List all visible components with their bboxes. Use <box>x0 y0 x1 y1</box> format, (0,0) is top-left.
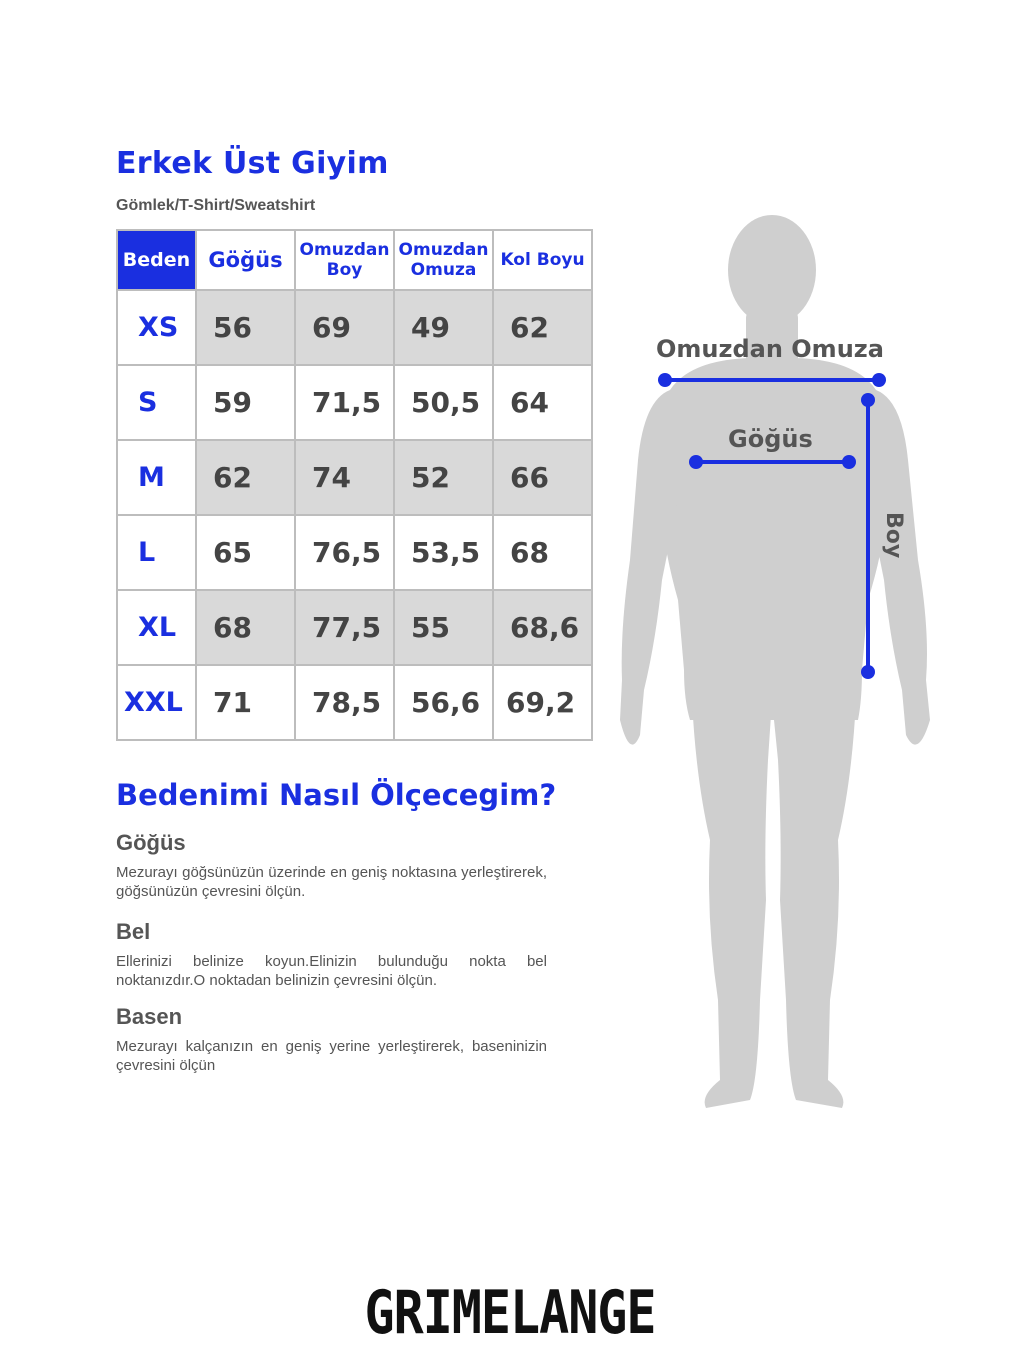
kol-boyu-cell: 69,2 <box>493 665 592 740</box>
table-row <box>117 290 592 365</box>
kol-boyu-cell: 62 <box>493 290 592 365</box>
table-row <box>117 515 592 590</box>
size-cell: M <box>117 440 196 515</box>
table-row <box>117 665 592 740</box>
chest-label: Göğüs <box>728 425 813 453</box>
section-heading-bel: Bel <box>116 919 151 944</box>
omuzdan-omuza-cell: 55 <box>394 590 493 665</box>
header-beden: Beden <box>117 230 196 290</box>
gogus-cell: 56 <box>196 290 295 365</box>
table-row <box>117 590 592 665</box>
length-bottom-dot <box>861 665 875 679</box>
shoulder-left-dot <box>658 373 672 387</box>
kol-boyu-cell: 66 <box>493 440 592 515</box>
chest-left-dot <box>689 455 703 469</box>
omuzdan-boy-cell: 69 <box>295 290 394 365</box>
omuzdan-omuza-cell: 52 <box>394 440 493 515</box>
table-row <box>117 365 592 440</box>
length-label: Boy <box>881 512 906 559</box>
kol-boyu-cell: 68 <box>493 515 592 590</box>
omuzdan-boy-cell: 71,5 <box>295 365 394 440</box>
gogus-cell: 62 <box>196 440 295 515</box>
gogus-cell: 68 <box>196 590 295 665</box>
gogus-cell: 71 <box>196 665 295 740</box>
omuzdan-boy-cell: 78,5 <box>295 665 394 740</box>
shoulder-right-dot <box>872 373 886 387</box>
header-omuzdan-omuza: Omuzdan Omuza <box>394 230 493 290</box>
omuzdan-omuza-cell: 53,5 <box>394 515 493 590</box>
page-title: Erkek Üst Giyim <box>116 146 389 181</box>
section-text-bel: Ellerinizi belinize koyun.Elinizin bulunduğu nokta bel noktanızdır.O noktadan belinizin çevresini ölçün. <box>116 953 547 989</box>
page-subtitle: Gömlek/T-Shirt/Sweatshirt <box>116 197 316 214</box>
size-table <box>116 229 593 741</box>
header-kol-boyu: Kol Boyu <box>493 230 592 290</box>
length-top-dot <box>861 393 875 407</box>
omuzdan-boy-cell: 74 <box>295 440 394 515</box>
shoulder-label: Omuzdan Omuza <box>656 335 884 363</box>
section-heading-basen: Basen <box>116 1004 183 1029</box>
omuzdan-boy-cell: 76,5 <box>295 515 394 590</box>
header-omuzdan-boy: Omuzdan Boy <box>295 230 394 290</box>
section-text-basen: Mezurayı kalçanızın en geniş yerine yerleştirerek, baseninizin çevresini ölçün <box>116 1038 547 1074</box>
kol-boyu-cell: 68,6 <box>493 590 592 665</box>
size-cell: XS <box>117 290 196 365</box>
body-figure <box>600 200 1020 1120</box>
size-cell: XL <box>117 590 196 665</box>
omuzdan-boy-cell: 77,5 <box>295 590 394 665</box>
size-table-header-row <box>117 230 592 290</box>
size-cell: L <box>117 515 196 590</box>
section-text-gogus: Mezurayı göğsünüzün üzerinde en geniş noktasına yerleştirerek, göğsünüzün çevresini ölçün. <box>116 864 547 900</box>
omuzdan-omuza-cell: 56,6 <box>394 665 493 740</box>
section-heading-gogus: Göğüs <box>116 830 186 855</box>
brand-logo: GRIMELANGE <box>364 1278 656 1348</box>
size-cell: XXL <box>117 665 196 740</box>
kol-boyu-cell: 64 <box>493 365 592 440</box>
chest-right-dot <box>842 455 856 469</box>
omuzdan-omuza-cell: 50,5 <box>394 365 493 440</box>
how-to-measure-title: Bedenimi Nasıl Ölçecegim? <box>116 778 557 812</box>
gogus-cell: 65 <box>196 515 295 590</box>
table-row <box>117 440 592 515</box>
gogus-cell: 59 <box>196 365 295 440</box>
size-cell: S <box>117 365 196 440</box>
header-gogus: Göğüs <box>196 230 295 290</box>
omuzdan-omuza-cell: 49 <box>394 290 493 365</box>
